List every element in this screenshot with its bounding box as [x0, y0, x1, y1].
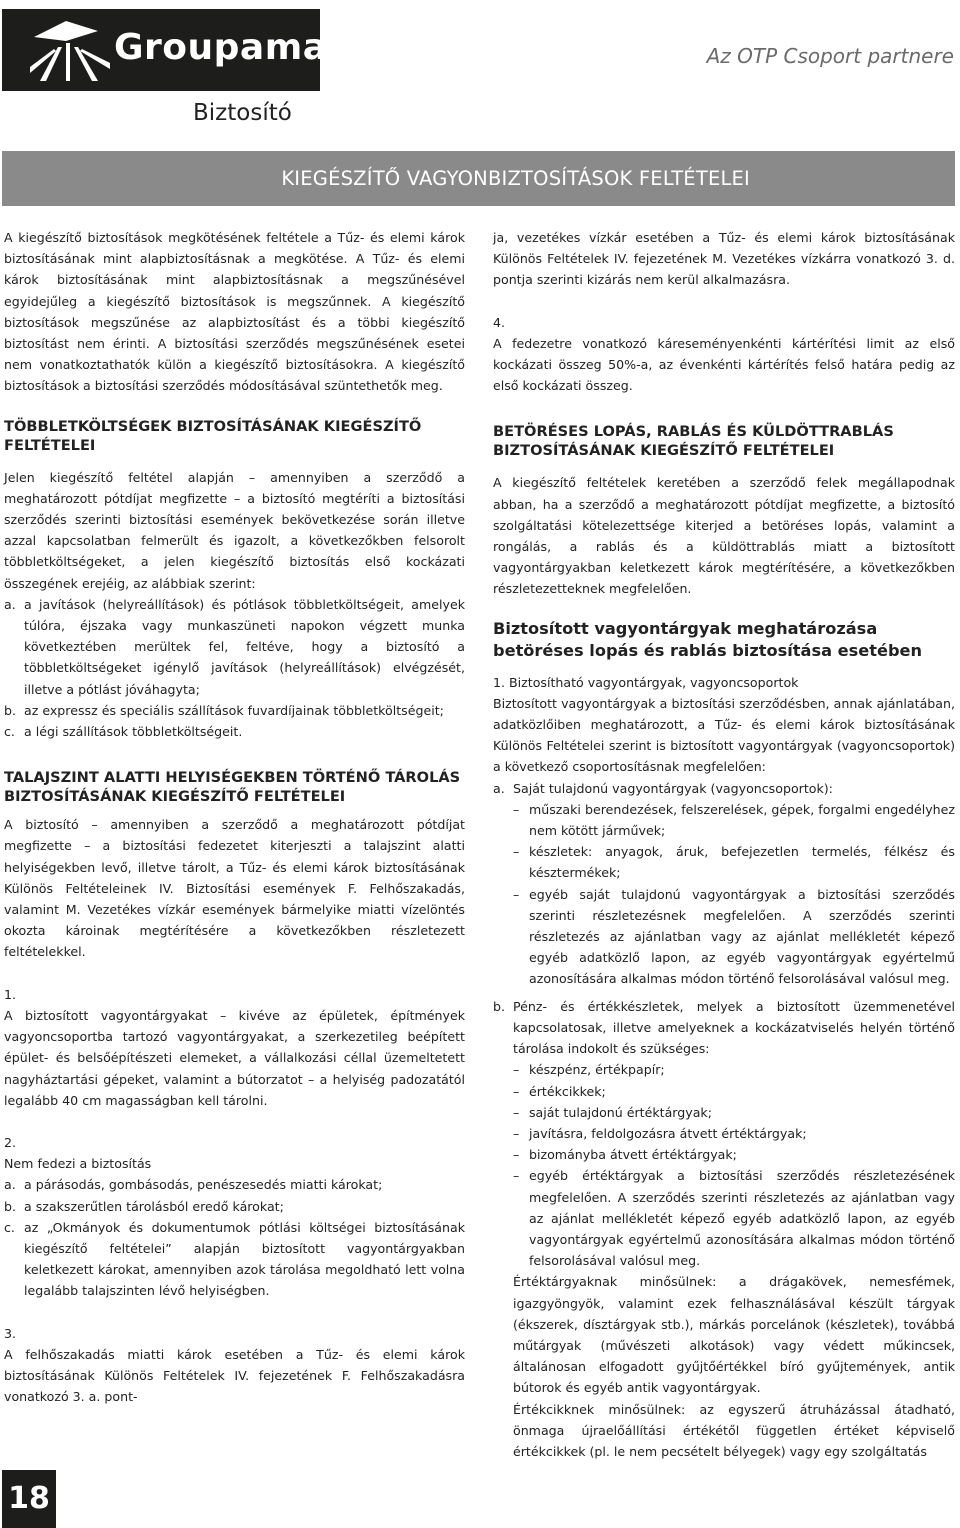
list-kizarasok [4, 1174, 465, 1301]
list-item: c. a légi szállítások többletköltségeit. [4, 724, 243, 740]
page-number: 18 [2, 1470, 56, 1528]
page-title: KIEGÉSZÍTŐ VAGYONBIZTOSÍTÁSOK FELTÉTELEI [281, 167, 750, 190]
dash-item: – készpénz, értékpapír; [513, 1062, 665, 1078]
title-bar [2, 151, 955, 206]
dash-item: – műszaki berendezések, felszerelések, gépek, forgalmi engedélyhez nem kötött járművek; [513, 801, 955, 839]
list-item: c. az „Okmányok és dokumentumok pótlási költségei biztosításának kiegészítő feltételei” alapján biztosított vagyontárgyakban keletkezett károkat, amennyiben azok tárolása megoldható lett volna legalább talajszinten lévő helyiségben. [4, 1219, 465, 1299]
dash-item: – saját tulajdonú értéktárgyak; [513, 1104, 712, 1120]
paragraph: A fedezetre vonatkozó káreseményenkénti kártérítési limit az első kockázati összeg 50%-a, az évenkénti kártérítés felső határa pedig az első kockázati összeg. [493, 335, 955, 394]
groupama-logo-icon [26, 17, 116, 85]
point-number: 2. [4, 1134, 17, 1150]
paragraph: Értékcikknek minősülnek: az egyszerű átruházással átadható, önmaga újraelőállítási értékétől független értéket képviselő értékcikkek (pl. le nem pecsételt bélyegek) vagy egy szolgáltatás [513, 1401, 955, 1459]
paragraph: A felhőszakadás miatti károk esetében a Tűz- és elemi károk biztosításának Különös Feltételek IV. fejezetének F. Felhőszakadásra vonatkozó 3. a. pont- [4, 1346, 465, 1405]
list-item: a. a párásodás, gombásodás, penészesedés miatti károkat; [4, 1177, 383, 1193]
left-column [4, 227, 465, 1407]
dash-item: – készletek: anyagok, áruk, befejezetlen termelés, félkész és késztermékek; [513, 844, 955, 881]
paragraph: Nem fedezi a biztosítás [4, 1156, 152, 1172]
dash-item: – egyéb értéktárgyak a biztosítási szerződés részletezésének megfelelően. A szerződés szerinti részletezés az ajánlatban vagy az ajánlat mellékletét képező egyéb adatközlő lapon, az egyéb vagyontárgyak egyértelmű azonosítására alkalmas módon történő felsorolásával valósul meg. [513, 1168, 955, 1269]
dash-item: – értékcikkek; [513, 1083, 606, 1099]
groupama-logo [2, 9, 328, 91]
dash-item: – bizományba átvett értéktárgyak; [513, 1147, 737, 1163]
paragraph: 1. Biztosítható vagyontárgyak, vagyoncsoportok [493, 674, 799, 690]
subsection-heading: Biztosított vagyontárgyak meghatározása betöréses lopás és rablás biztosítása esetében [493, 618, 923, 660]
logo-wordmark: Groupama [114, 27, 328, 68]
paragraph: Biztosított vagyontárgyak a biztosítási szerződésben, annak ajánlatában, adatközlőiben meghatározott, a Tűz- és elemi károk biztosításának Különös Feltételei szerint is biztosított vagyontárgyak (vagyoncsoportok) a következő csoportosításnak megfelelően: [493, 695, 955, 775]
section-heading-betoreses-lopas: BETÖRÉSES LOPÁS, RABLÁS ÉS KÜLDÖTTRABLÁS BIZTOSÍTÁSÁNAK KIEGÉSZÍTŐ FELTÉTELEI [493, 423, 894, 460]
paragraph: A kiegészítő feltételek keretében a szerződő felek megállapodnak abban, ha a szerződő a meghatározott pótdíjat megfizette, a biztosító szolgáltatási kötelezettsége kiterjed a betöréses lopás, valamint a rongálás, a rablás és a küldöttrablás miatt a biztosított vagyontárgyakban keletkezett károk megtérítésére, a következőkben részletezetteknek megfelelően. [493, 475, 955, 597]
paragraph: A biztosító – amennyiben a szerződő a meghatározott pótdíjat megfizette – a biztosítási fedezetet kiterjeszti a talajszint alatti helyiségekben levő, illetve tárolt, a Tűz- és elemi károk biztosításának Különös Feltételeinek IV. Biztosítási események F. Felhőszakadás, valamint M. Vezetékes vízkár események bármelyike miatti vízelöntés okozta károinak megtérítésére a következőkben részletezett feltételekkel. [4, 817, 465, 960]
intro-paragraph: A kiegészítő biztosítások megkötésének feltétele a Tűz- és elemi károk biztosításának mint alapbiztosításnak a megkötése. A Tűz- és elemi károk biztosításának mint alapbiztosításnak a megszűnésével egyidejűleg a kiegészítő biztosítások is megszűnnek. A kiegészítő biztosítások megszűnése az alapbiztosítást és a többi kiegészítő biztosítást nem érinti. A biztosítási szerződés megszűnésének esetei nem vonatkoztathatók külön a kiegészítő biztosításokra. A kiegészítő biztosítások a biztosítási szerződés módosításával szüntethetők meg. [4, 230, 465, 394]
dash-item: – javításra, feldolgozásra átvett értéktárgyak; [513, 1125, 807, 1141]
list-item: b. Pénz- és értékkészletek, melyek a biztosított üzemmenetével kapcsolatosak, illetve amelyeknek a kockázatviselés helyén történő tárolása indokolt és szükséges: [493, 998, 955, 1057]
partner-text: Az OTP Csoport partnere [706, 44, 954, 68]
paragraph: Jelen kiegészítő feltétel alapján – amennyiben a szerződő a meghatározott pótdíjat megfizette – a biztosító megtéríti a biztosítási szerződés szerinti biztosítási események bekövetkezése során illetve azzal kapcsolatban felmerült és igazolt, a következőkben felsorolt többletköltségeket, a jelen kiegészítő biztosítás első kockázati összegének erejéig, az alábbiak szerint: [4, 469, 465, 591]
list-tobbletkoltsegek [4, 594, 465, 742]
dash-item: – egyéb saját tulajdonú vagyontárgyak a biztosítási szerződés szerinti részletezésnek megfelelően. A szerződés szerinti részletezés az ajánlatban vagy az ajánlat mellékletét képező egyéb adatközlő lapon, az egyéb vagyontárgyak egyértelmű azonosítására alkalmas módon történő felsorolásával valósul meg. [513, 886, 955, 987]
paragraph: Értéktárgyaknak minősülnek: a drágakövek, nemesfémek, igazgyöngyök, valamint ezek felhasználásával készült tárgyak (ékszerek, dísztárgyak stb.), márkás porcelánok (készletek), továbbá műtárgyak (művészeti alkotások) vagy védett műkincsek, általánosan elfogadott gyűjtőértékkel bíró gyűjtemények, antik bútorok és egyéb antik vagyontárgyak. [513, 1274, 955, 1396]
paragraph: A biztosított vagyontárgyakat – kivéve az épületek, építmények vagyoncsoportba tartozó vagyontárgyakat, a szerkezetileg beépített épület- és belsőépítészeti elemeket, a vállalkozási céllal üzemeltetett nagyháztartási gépeket, valamint a bútorzatot – a helyiség padozatától legalább 40 cm magasságban kell tárolni. [4, 1007, 465, 1108]
list-item: b. az expressz és speciális szállítások fuvardíjainak többletköltségeit; [4, 702, 444, 718]
brand-subtitle: Biztosító [193, 100, 292, 126]
list-item: b. a szakszerűtlen tárolásból eredő károkat; [4, 1198, 284, 1214]
section-heading-talajszint: TALAJSZINT ALATTI HELYISÉGEKBEN TÖRTÉNŐ TÁROLÁS BIZTOSÍTÁSÁNAK KIEGÉSZÍTŐ FELTÉTELEI [4, 769, 461, 806]
section-heading-tobbletkoltsegek: TÖBBLETKÖLTSÉGEK BIZTOSÍTÁSÁNAK KIEGÉSZÍTŐ FELTÉTELEI [4, 417, 422, 454]
paragraph: ja, vezetékes vízkár esetében a Tűz- és elemi károk biztosításának Különös Feltételek IV. fejezetének M. Vezetékes vízkárra vonatkozó 3. d. pontja szerinti kizárás nem kerül alkalmazásra. [493, 230, 955, 288]
point-number: 1. [4, 986, 17, 1002]
point-number: 4. [493, 314, 506, 330]
right-column [493, 227, 955, 1462]
point-number: 3. [4, 1325, 17, 1341]
list-item: a. a javítások (helyreállítások) és pótlások többletköltségeit, amelyek túlóra, éjszaka vagy munkaszüneti napokon végzett munka következtében merültek fel, feltéve, hogy a biztosító a többletköltségeket igénylő javítások (helyreállítások) elvégzését, illetve a pótlást jóváhagyta; [4, 596, 465, 697]
list-item: a. Saját tulajdonú vagyontárgyak (vagyoncsoportok): [493, 780, 833, 796]
